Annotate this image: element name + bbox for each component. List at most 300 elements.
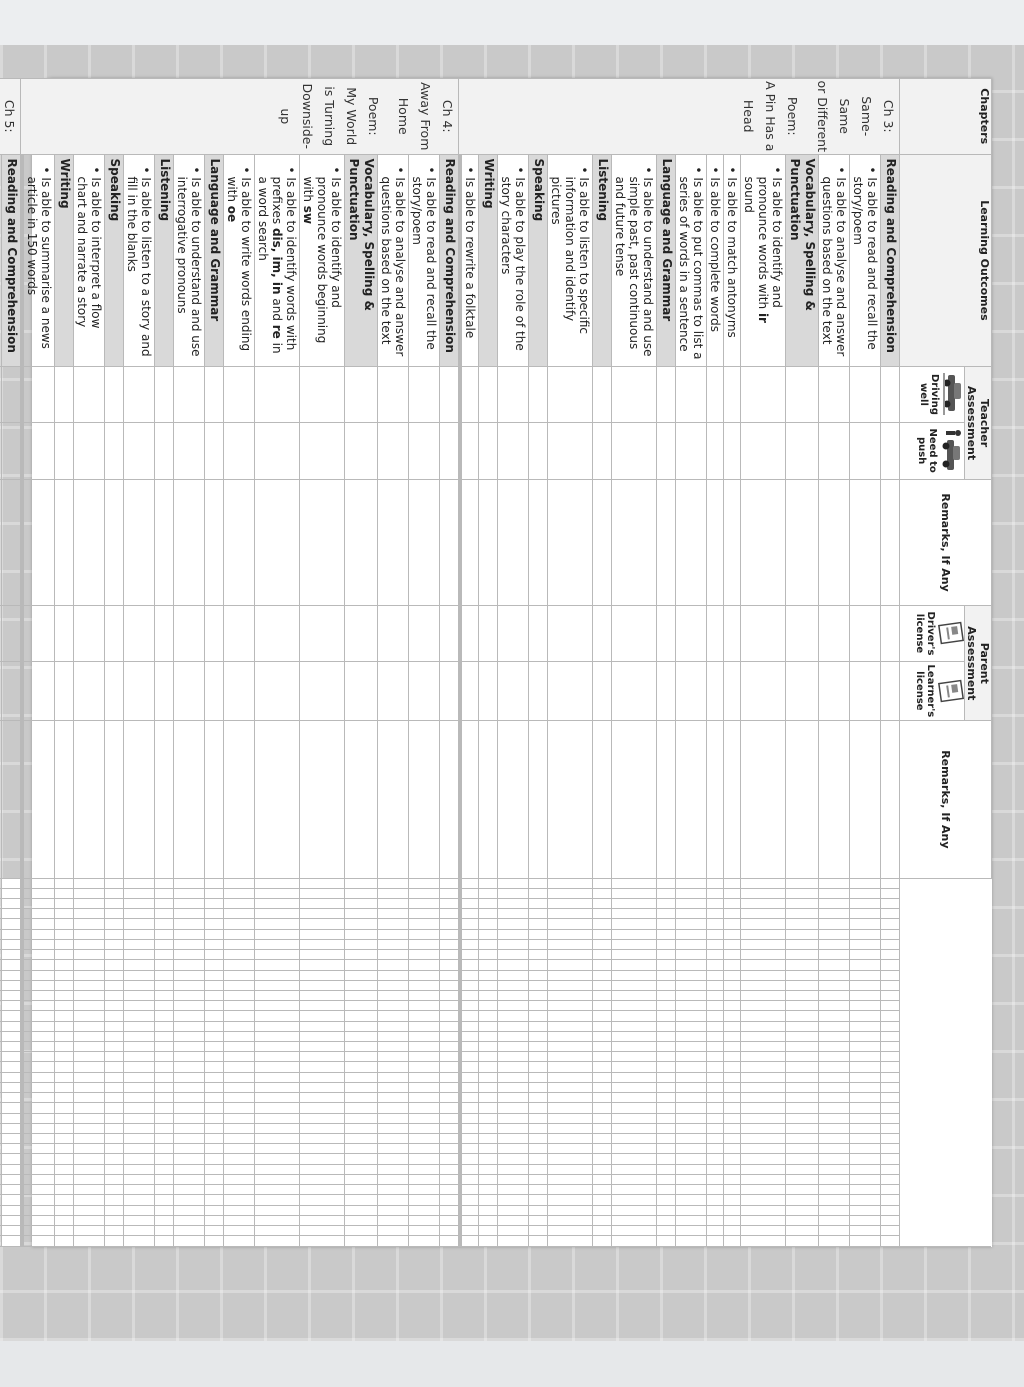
- assessment-cell[interactable]: [881, 721, 900, 878]
- assessment-cell[interactable]: [461, 367, 462, 422]
- assessment-cell[interactable]: [657, 606, 676, 661]
- assessment-cell[interactable]: [345, 606, 378, 661]
- assessment-cell[interactable]: [707, 367, 724, 422]
- assessment-cell[interactable]: [174, 606, 205, 661]
- grid-cell: [21, 1205, 22, 1215]
- assessment-cell[interactable]: [24, 661, 55, 721]
- grid-cell: [593, 1042, 612, 1052]
- assessment-cell[interactable]: [819, 721, 850, 878]
- assessment-cell[interactable]: [409, 479, 440, 606]
- assessment-cell[interactable]: [462, 479, 479, 606]
- assessment-cell[interactable]: [74, 721, 105, 878]
- assessment-cell[interactable]: [593, 661, 612, 721]
- assessment-cell[interactable]: [548, 367, 593, 422]
- assessment-cell[interactable]: [498, 606, 529, 661]
- assessment-cell[interactable]: [593, 606, 612, 661]
- assessment-cell[interactable]: [676, 479, 707, 606]
- grid-cell: [74, 1113, 105, 1123]
- assessment-cell[interactable]: [24, 606, 55, 661]
- assessment-cell[interactable]: [707, 479, 724, 606]
- grid-cell: [300, 1174, 345, 1184]
- assessment-cell[interactable]: [459, 606, 460, 661]
- assessment-cell[interactable]: [440, 479, 459, 606]
- assessment-cell[interactable]: [612, 367, 657, 422]
- grid-cell: [850, 919, 881, 929]
- assessment-cell[interactable]: [498, 479, 529, 606]
- assessment-cell[interactable]: [593, 367, 612, 422]
- assessment-cell[interactable]: [205, 606, 224, 661]
- assessment-cell[interactable]: [724, 367, 741, 422]
- assessment-cell[interactable]: [174, 721, 205, 878]
- assessment-cell[interactable]: [255, 422, 300, 479]
- assessment-cell[interactable]: [2, 721, 21, 878]
- grid-cell: [255, 1062, 300, 1072]
- assessment-cell[interactable]: [23, 721, 24, 878]
- assessment-cell[interactable]: [548, 661, 593, 721]
- assessment-cell[interactable]: [459, 661, 460, 721]
- assessment-cell[interactable]: [850, 479, 881, 606]
- grid-cell: [0, 1042, 2, 1052]
- assessment-cell[interactable]: [707, 721, 724, 878]
- assessment-cell[interactable]: [529, 661, 548, 721]
- grid-cell: [155, 1042, 174, 1052]
- table-row: [593, 79, 612, 1247]
- assessment-cell[interactable]: [345, 479, 378, 606]
- assessment-cell[interactable]: [105, 422, 124, 479]
- assessment-cell[interactable]: [0, 422, 2, 479]
- assessment-cell[interactable]: [676, 606, 707, 661]
- grid-cell: [345, 1164, 378, 1174]
- assessment-cell[interactable]: [529, 367, 548, 422]
- assessment-cell[interactable]: [55, 422, 74, 479]
- grid-cell: [741, 1011, 786, 1021]
- grid-cell: [205, 1236, 224, 1247]
- grid-cell: [224, 1072, 255, 1082]
- assessment-cell[interactable]: [0, 479, 2, 606]
- assessment-cell[interactable]: [378, 721, 409, 878]
- assessment-cell[interactable]: [345, 367, 378, 422]
- assessment-cell[interactable]: [461, 721, 462, 878]
- assessment-cell[interactable]: [255, 721, 300, 878]
- assessment-cell[interactable]: [676, 661, 707, 721]
- assessment-cell[interactable]: [498, 721, 529, 878]
- grid-cell: [300, 1185, 345, 1195]
- assessment-cell[interactable]: [881, 422, 900, 479]
- assessment-cell[interactable]: [345, 661, 378, 721]
- assessment-cell[interactable]: [21, 367, 22, 422]
- assessment-cell[interactable]: [205, 721, 224, 878]
- grid-cell: [657, 1123, 676, 1133]
- assessment-cell[interactable]: [460, 721, 461, 878]
- grid-cell: [786, 909, 819, 919]
- grid-cell: [459, 1072, 460, 1082]
- assessment-cell[interactable]: [174, 367, 205, 422]
- assessment-cell[interactable]: [819, 606, 850, 661]
- assessment-cell[interactable]: [205, 479, 224, 606]
- assessment-cell[interactable]: [850, 367, 881, 422]
- assessment-cell[interactable]: [460, 606, 461, 661]
- assessment-cell[interactable]: [24, 422, 55, 479]
- assessment-cell[interactable]: [612, 422, 657, 479]
- assessment-cell[interactable]: [105, 721, 124, 878]
- grid-cell: [205, 909, 224, 919]
- grid-cell: [2, 1144, 21, 1154]
- grid-cell: [2, 1103, 21, 1113]
- grid-cell: [612, 1042, 657, 1052]
- assessment-cell[interactable]: [724, 721, 741, 878]
- grid-cell: [612, 1185, 657, 1195]
- assessment-cell[interactable]: [657, 721, 676, 878]
- grid-cell: [174, 1011, 205, 1021]
- grid-cell: [461, 939, 462, 949]
- assessment-cell[interactable]: [378, 661, 409, 721]
- assessment-cell[interactable]: [300, 721, 345, 878]
- grid-cell: [155, 909, 174, 919]
- assessment-cell[interactable]: [461, 606, 462, 661]
- assessment-cell[interactable]: [724, 661, 741, 721]
- assessment-cell[interactable]: [345, 422, 378, 479]
- assessment-cell[interactable]: [105, 606, 124, 661]
- assessment-cell[interactable]: [0, 367, 2, 422]
- assessment-cell[interactable]: [498, 422, 529, 479]
- assessment-cell[interactable]: [300, 367, 345, 422]
- grid-cell: [23, 1011, 24, 1021]
- assessment-cell[interactable]: [174, 479, 205, 606]
- assessment-cell[interactable]: [22, 661, 23, 721]
- assessment-cell[interactable]: [105, 367, 124, 422]
- assessment-cell[interactable]: [786, 367, 819, 422]
- assessment-cell[interactable]: [74, 422, 105, 479]
- assessment-cell[interactable]: [498, 661, 529, 721]
- assessment-cell[interactable]: [409, 661, 440, 721]
- assessment-cell[interactable]: [741, 367, 786, 422]
- assessment-cell[interactable]: [440, 606, 459, 661]
- grid-cell: [255, 1052, 300, 1062]
- assessment-cell[interactable]: [224, 479, 255, 606]
- grid-cell: [440, 1215, 459, 1225]
- assessment-cell[interactable]: [23, 422, 24, 479]
- assessment-cell[interactable]: [460, 661, 461, 721]
- assessment-cell[interactable]: [881, 606, 900, 661]
- assessment-cell[interactable]: [462, 606, 479, 661]
- assessment-cell[interactable]: [786, 661, 819, 721]
- assessment-cell[interactable]: [24, 721, 55, 878]
- assessment-cell[interactable]: [409, 606, 440, 661]
- assessment-cell[interactable]: [462, 422, 479, 479]
- assessment-cell[interactable]: [548, 606, 593, 661]
- assessment-cell[interactable]: [850, 721, 881, 878]
- grid-cell: [676, 990, 707, 1000]
- assessment-cell[interactable]: [255, 479, 300, 606]
- assessment-cell[interactable]: [174, 422, 205, 479]
- assessment-cell[interactable]: [174, 661, 205, 721]
- assessment-cell[interactable]: [819, 479, 850, 606]
- assessment-cell[interactable]: [786, 479, 819, 606]
- grid-cell: [676, 1185, 707, 1195]
- grid-cell: [0, 1113, 2, 1123]
- assessment-cell[interactable]: [461, 661, 462, 721]
- assessment-cell[interactable]: [155, 367, 174, 422]
- assessment-cell[interactable]: [22, 606, 23, 661]
- assessment-cell[interactable]: [2, 606, 21, 661]
- grid-cell: [459, 1001, 460, 1011]
- assessment-cell[interactable]: [479, 422, 498, 479]
- assessment-cell[interactable]: [741, 721, 786, 878]
- assessment-cell[interactable]: [0, 661, 2, 721]
- assessment-cell[interactable]: [0, 606, 2, 661]
- assessment-cell[interactable]: [224, 606, 255, 661]
- assessment-cell[interactable]: [2, 367, 21, 422]
- assessment-cell[interactable]: [124, 661, 155, 721]
- assessment-cell[interactable]: [105, 479, 124, 606]
- assessment-cell[interactable]: [2, 422, 21, 479]
- assessment-cell[interactable]: [707, 606, 724, 661]
- assessment-cell[interactable]: [741, 422, 786, 479]
- grid-cell: [707, 939, 724, 949]
- assessment-cell[interactable]: [724, 606, 741, 661]
- assessment-cell[interactable]: [378, 422, 409, 479]
- grid-cell: [300, 1144, 345, 1154]
- grid-cell: [460, 1144, 461, 1154]
- assessment-cell[interactable]: [155, 606, 174, 661]
- assessment-cell[interactable]: [819, 367, 850, 422]
- assessment-cell[interactable]: [657, 479, 676, 606]
- assessment-cell[interactable]: [460, 422, 461, 479]
- grid-cell: [205, 960, 224, 970]
- grid-cell: [224, 1011, 255, 1021]
- assessment-cell[interactable]: [612, 606, 657, 661]
- assessment-cell[interactable]: [74, 367, 105, 422]
- assessment-cell[interactable]: [786, 721, 819, 878]
- assessment-cell[interactable]: [462, 721, 479, 878]
- assessment-cell[interactable]: [819, 661, 850, 721]
- grid-cell: [24, 1072, 55, 1082]
- assessment-cell[interactable]: [612, 479, 657, 606]
- assessment-cell[interactable]: [24, 367, 55, 422]
- assessment-cell[interactable]: [224, 367, 255, 422]
- outcome-text: in a word search: [256, 176, 284, 354]
- assessment-cell[interactable]: [21, 721, 22, 878]
- assessment-cell[interactable]: [378, 606, 409, 661]
- assessment-cell[interactable]: [300, 606, 345, 661]
- assessment-cell[interactable]: [676, 367, 707, 422]
- assessment-cell[interactable]: [255, 367, 300, 422]
- assessment-cell[interactable]: [707, 422, 724, 479]
- assessment-cell[interactable]: [676, 422, 707, 479]
- assessment-cell[interactable]: [205, 367, 224, 422]
- grid-cell: [378, 1195, 409, 1205]
- assessment-cell[interactable]: [724, 479, 741, 606]
- assessment-cell[interactable]: [440, 661, 459, 721]
- assessment-cell[interactable]: [657, 661, 676, 721]
- assessment-cell[interactable]: [224, 721, 255, 878]
- grid-cell: [124, 1123, 155, 1133]
- assessment-cell[interactable]: [459, 479, 460, 606]
- assessment-cell[interactable]: [612, 721, 657, 878]
- grid-cell: [2, 1185, 21, 1195]
- assessment-cell[interactable]: [741, 606, 786, 661]
- assessment-cell[interactable]: [881, 479, 900, 606]
- assessment-cell[interactable]: [548, 479, 593, 606]
- assessment-cell[interactable]: [593, 479, 612, 606]
- assessment-cell[interactable]: [819, 422, 850, 479]
- grid-cell: [22, 960, 23, 970]
- assessment-cell[interactable]: [378, 479, 409, 606]
- assessment-cell[interactable]: [676, 721, 707, 878]
- assessment-cell[interactable]: [124, 422, 155, 479]
- assessment-cell[interactable]: [155, 479, 174, 606]
- assessment-cell[interactable]: [479, 606, 498, 661]
- assessment-cell[interactable]: [55, 606, 74, 661]
- assessment-cell[interactable]: [409, 422, 440, 479]
- assessment-cell[interactable]: [205, 661, 224, 721]
- assessment-cell[interactable]: [548, 721, 593, 878]
- assessment-cell[interactable]: [479, 367, 498, 422]
- assessment-cell[interactable]: [74, 661, 105, 721]
- assessment-cell[interactable]: [460, 367, 461, 422]
- assessment-cell[interactable]: [21, 479, 22, 606]
- assessment-cell[interactable]: [74, 606, 105, 661]
- outcome-text: Is able to summarise a news article in 150 words: [25, 176, 53, 349]
- assessment-cell[interactable]: [593, 721, 612, 878]
- grid-cell: [74, 1154, 105, 1164]
- assessment-cell[interactable]: [612, 661, 657, 721]
- assessment-cell[interactable]: [548, 422, 593, 479]
- assessment-cell[interactable]: [479, 479, 498, 606]
- assessment-cell[interactable]: [124, 367, 155, 422]
- assessment-cell[interactable]: [479, 661, 498, 721]
- assessment-cell[interactable]: [459, 422, 460, 479]
- assessment-cell[interactable]: [529, 479, 548, 606]
- grid-cell: [440, 1052, 459, 1062]
- assessment-cell[interactable]: [459, 367, 460, 422]
- assessment-cell[interactable]: [55, 661, 74, 721]
- assessment-cell[interactable]: [23, 479, 24, 606]
- assessment-cell[interactable]: [22, 367, 23, 422]
- assessment-cell[interactable]: [593, 422, 612, 479]
- assessment-cell[interactable]: [22, 721, 23, 878]
- grid-cell: [205, 1144, 224, 1154]
- assessment-cell[interactable]: [55, 479, 74, 606]
- grid-cell: [105, 1154, 124, 1164]
- grid-cell: [24, 1113, 55, 1123]
- grid-cell: [2, 1215, 21, 1225]
- assessment-cell[interactable]: [881, 367, 900, 422]
- assessment-cell[interactable]: [205, 422, 224, 479]
- assessment-cell[interactable]: [786, 422, 819, 479]
- grid-cell: [498, 1154, 529, 1164]
- assessment-cell[interactable]: [124, 606, 155, 661]
- assessment-cell[interactable]: [23, 367, 24, 422]
- assessment-cell[interactable]: [657, 367, 676, 422]
- grid-cell: [255, 929, 300, 939]
- grid-cell: [300, 919, 345, 929]
- assessment-cell[interactable]: [440, 422, 459, 479]
- assessment-cell[interactable]: [459, 721, 460, 878]
- assessment-cell[interactable]: [300, 479, 345, 606]
- grid-cell: [378, 1113, 409, 1123]
- assessment-cell[interactable]: [529, 422, 548, 479]
- grid-cell: [74, 1082, 105, 1092]
- assessment-cell[interactable]: [440, 721, 459, 878]
- assessment-cell[interactable]: [74, 479, 105, 606]
- assessment-cell[interactable]: [707, 661, 724, 721]
- assessment-cell[interactable]: [462, 661, 479, 721]
- assessment-cell[interactable]: [460, 479, 461, 606]
- assessment-cell[interactable]: [881, 661, 900, 721]
- assessment-cell[interactable]: [345, 721, 378, 878]
- assessment-cell[interactable]: [2, 661, 21, 721]
- assessment-cell[interactable]: [724, 422, 741, 479]
- assessment-cell[interactable]: [23, 606, 24, 661]
- assessment-cell[interactable]: [255, 606, 300, 661]
- assessment-cell[interactable]: [850, 606, 881, 661]
- grid-cell: [462, 950, 479, 960]
- assessment-cell[interactable]: [124, 479, 155, 606]
- assessment-cell[interactable]: [786, 606, 819, 661]
- assessment-cell[interactable]: [55, 367, 74, 422]
- assessment-cell[interactable]: [741, 661, 786, 721]
- assessment-cell[interactable]: [741, 479, 786, 606]
- assessment-cell[interactable]: [0, 721, 2, 878]
- assessment-cell[interactable]: [21, 661, 22, 721]
- assessment-cell[interactable]: [105, 661, 124, 721]
- grid-cell: [21, 1236, 22, 1247]
- assessment-cell[interactable]: [378, 367, 409, 422]
- assessment-cell[interactable]: [461, 479, 462, 606]
- assessment-cell[interactable]: [461, 422, 462, 479]
- section-heading: Speaking: [529, 154, 548, 367]
- assessment-cell[interactable]: [224, 422, 255, 479]
- table-row: [23, 79, 24, 1247]
- assessment-cell[interactable]: [462, 367, 479, 422]
- assessment-cell[interactable]: [529, 606, 548, 661]
- assessment-cell[interactable]: [155, 721, 174, 878]
- grid-cell: [174, 888, 205, 898]
- assessment-cell[interactable]: [850, 661, 881, 721]
- assessment-cell[interactable]: [300, 422, 345, 479]
- assessment-cell[interactable]: [155, 422, 174, 479]
- assessment-cell[interactable]: [850, 422, 881, 479]
- grid-cell: [224, 1215, 255, 1225]
- assessment-cell[interactable]: [22, 422, 23, 479]
- assessment-cell[interactable]: [529, 721, 548, 878]
- assessment-cell[interactable]: [498, 367, 529, 422]
- assessment-cell[interactable]: [21, 422, 22, 479]
- assessment-cell[interactable]: [23, 661, 24, 721]
- assessment-cell[interactable]: [124, 721, 155, 878]
- grid-cell: [378, 960, 409, 970]
- assessment-cell[interactable]: [300, 661, 345, 721]
- assessment-cell[interactable]: [409, 721, 440, 878]
- assessment-cell[interactable]: [479, 721, 498, 878]
- assessment-cell[interactable]: [2, 479, 21, 606]
- assessment-cell[interactable]: [155, 661, 174, 721]
- grid-cell: [741, 980, 786, 990]
- assessment-cell[interactable]: [21, 606, 22, 661]
- assessment-cell[interactable]: [22, 479, 23, 606]
- assessment-cell[interactable]: [409, 367, 440, 422]
- grid-cell: [461, 1164, 462, 1174]
- assessment-cell[interactable]: [657, 422, 676, 479]
- assessment-cell[interactable]: [255, 661, 300, 721]
- grid-cell: [21, 980, 22, 990]
- assessment-cell[interactable]: [55, 721, 74, 878]
- assessment-cell[interactable]: [24, 479, 55, 606]
- grid-cell: [881, 1205, 900, 1215]
- assessment-cell[interactable]: [224, 661, 255, 721]
- assessment-cell[interactable]: [440, 367, 459, 422]
